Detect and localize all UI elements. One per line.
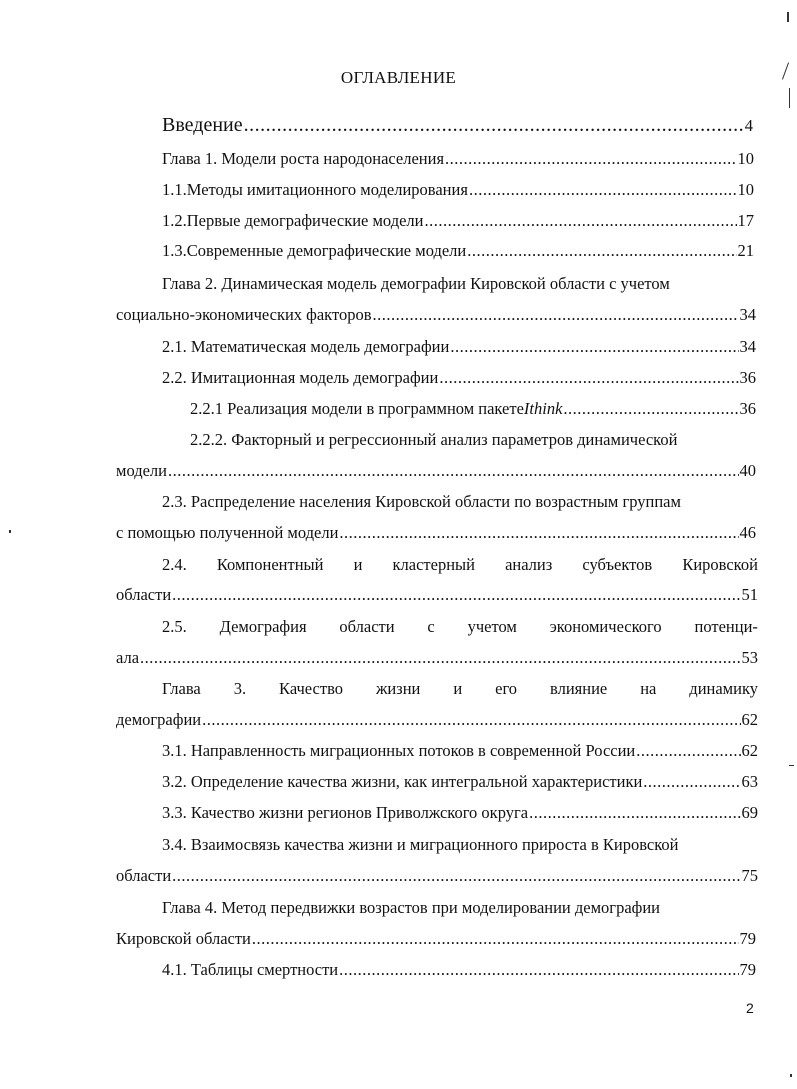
toc-entry-title: 3.1. Направленность миграционных потоков в современной России [162,741,636,760]
toc-entry-page: 40 [739,461,756,480]
toc-entry-title-line1: Глава 4. Метод передвижки возрастов при моделировании демографии [162,898,660,917]
toc-heading: ОГЛАВЛЕНИЕ [340,68,457,87]
toc-entry-title-line2: Кировской области [116,929,251,948]
toc-entry-2-2[interactable] [162,368,756,388]
toc-entry-title-italic: Ithink [523,399,563,418]
toc-entry-title-line1: Глава 2. Динамическая модель демографии Кировской области с учетом [162,274,670,293]
toc-entry-title: 1.2.Первые демографические модели [162,211,424,230]
toc-entry-title-line1: 2.2.2. Факторный и регрессионный анализ параметров динамической [190,430,678,449]
toc-entry-page: 10 [737,180,754,199]
toc-entry-page: 46 [739,523,756,542]
toc-entry-title-line2: модели [116,461,167,480]
toc-entry-page: 62 [741,710,758,729]
toc-entry-3-2[interactable] [162,772,758,792]
toc-entry-title-line1: 2.3. Распределение населения Кировской области по возрастным группам [162,492,681,511]
toc-entry-4-1[interactable] [162,960,756,980]
toc-entry-page: 21 [737,241,754,260]
scan-mark [789,88,790,108]
toc-entry-title-line2: ала [116,648,140,667]
toc-entry-page: 51 [741,585,758,604]
toc-entry-page: 4 [744,116,753,135]
toc-entry-2-1[interactable] [162,337,756,357]
toc-entry-page: 10 [737,149,754,168]
toc-entry-page: 75 [741,866,758,885]
toc-entry-title: 4.1. Таблицы смертности [162,960,339,979]
toc-entry-1-1[interactable] [162,180,754,200]
toc-entry-page: 63 [741,772,758,791]
toc-entry-1-2[interactable] [162,211,754,231]
toc-entry-title: 2.2. Имитационная модель демографии [162,368,439,387]
toc-entry-page: 36 [739,368,756,387]
scan-mark [9,530,11,533]
toc-entry-title: 1.3.Современные демографические модели [162,241,467,260]
toc-entry-title-line2: области [116,585,172,604]
toc-entry-title: 3.2. Определение качества жизни, как интегральной характеристики [162,772,643,791]
toc-entry-title-line1: 3.4. Взаимосвязь качества жизни и миграционного прироста в Кировской [162,835,679,854]
toc-entry-title-line2: с помощью полученной модели [116,523,339,542]
toc-entry-page: 62 [741,741,758,760]
table-of-contents: Введение ..... 4 Глава 1. Модели роста народонаселения ..... 10 1.1.Методы имитационного моделирования ..... 10 1.2.Первые демографические модели ..... 17 1.3.Современные демографические модели ..... 21 Глава 2. Динамическая модель демографии Кировской области с учетом социально-экономических факторов ..... 34 2.1. Математическая модель демографии ..... 34 2.2. Имитационная модель демографии ..... 36 2.2.1 Реализация модели в программном пакете Ithink ..... 36 2.2.2. Факторный и регрессионный анализ параметров динамической модели ..... 40 2.3. Распределение населения Кировской области по возрастным группам с помощью полученной модели ..... 46 2.4. Компонентный и кластерный анализ субъектов Кировской области ..... 51 2.5. Демография области с учетом экономического потенци- ала ..... 53 Глава 3. Качество жизни и его влияние на динамику демографии ..... 62 3.1. Направленность миграционных потоков в современной России ..... 62 3.2. Определение качества жизни, как интегральной характеристики ..... 63 3.3. Качество жизни регионов Приволжского округа ..... 69 3.4. Взаимосвязь качества жизни и миграционного прироста в Кировской области ..... 75 Глава 4. Метод передвижки возрастов при моделировании демографии Кировской области ..... 79 4.1. Таблицы смертности ..... 79 [0,0,797,1089]
toc-entry-2-2-1[interactable] [190,399,756,419]
toc-entry-chapter-1[interactable] [162,149,754,169]
toc-entry-title: 2.1. Математическая модель демографии [162,337,450,356]
toc-entry-3-1[interactable] [162,741,758,761]
toc-entry-page: 34 [739,305,756,324]
toc-entry-title-line2: области [116,866,172,885]
toc-entry-title: Глава 1. Модели роста народонаселения [162,149,445,168]
toc-entry-page: 79 [739,929,756,948]
toc-entry-intro[interactable] [162,115,753,136]
toc-entry-title: 2.2.1 Реализация модели в программном пакете [190,399,524,418]
scan-mark [787,12,789,22]
page-number: 2 [746,1000,754,1016]
toc-entry-3-3[interactable] [162,803,758,823]
toc-entry-title: Введение [162,114,243,136]
toc-entry-title: 3.3. Качество жизни регионов Приволжского округа [162,803,529,822]
toc-entry-title-line2: социально-экономических факторов [116,305,372,324]
toc-entry-page: 53 [741,648,758,667]
toc-entry-page: 36 [739,399,756,418]
toc-entry-page: 34 [739,337,756,356]
toc-entry-title-line2: демографии [116,710,202,729]
toc-entry-1-3[interactable] [162,241,754,261]
toc-entry-page: 79 [739,960,756,979]
scan-mark [790,1074,792,1077]
toc-entry-title: 1.1.Методы имитационного моделирования [162,180,468,199]
toc-entry-page: 69 [741,803,758,822]
scan-mark [789,765,794,766]
toc-entry-page: 17 [737,211,754,230]
